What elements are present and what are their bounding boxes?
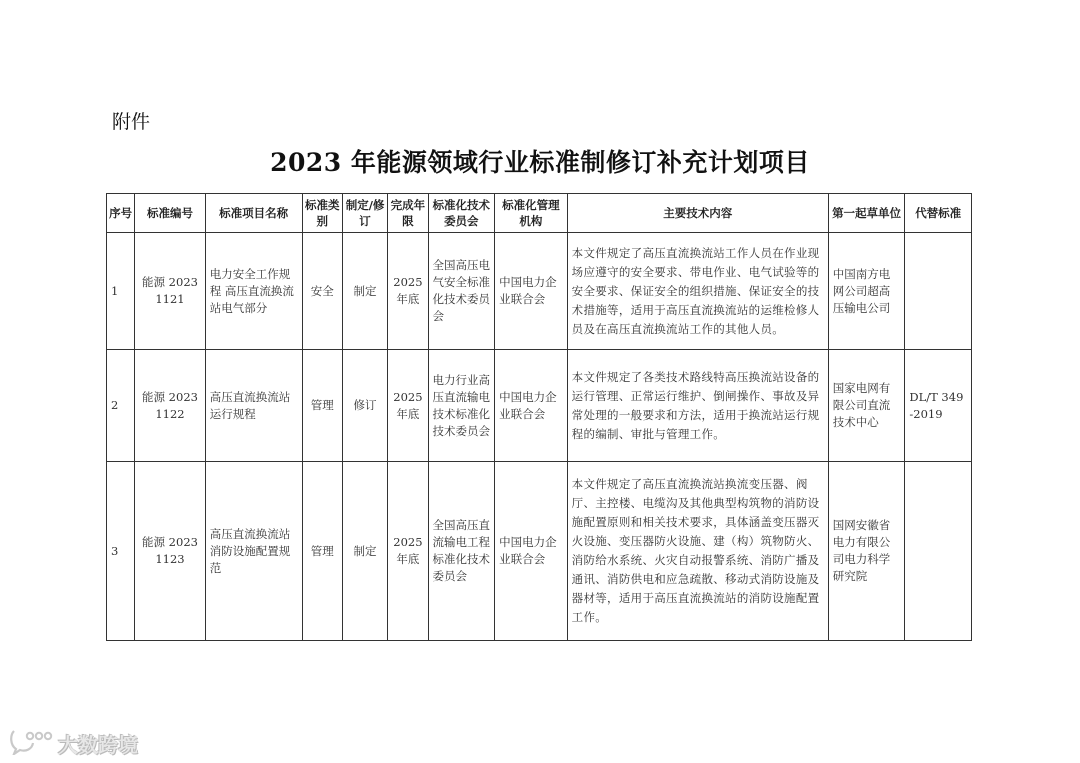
cell-category: 管理 — [302, 350, 342, 462]
watermark-text: 大数跨境 — [58, 732, 138, 757]
cell-category: 安全 — [302, 233, 342, 350]
cell-drafter: 国家电网有限公司直流技术中心 — [828, 350, 905, 462]
table-header-row — [107, 194, 972, 233]
cell-no: 1 — [107, 233, 135, 350]
header-deadline: 完成年限 — [388, 194, 428, 233]
cell-std-no: 能源 20231122 — [135, 350, 206, 462]
cell-drafter: 中国南方电网公司超高压输电公司 — [828, 233, 905, 350]
header-category: 标准类别 — [302, 194, 342, 233]
cell-agency: 中国电力企业联合会 — [495, 462, 568, 641]
watermark — [8, 728, 138, 758]
cell-type: 制定 — [342, 462, 387, 641]
header-content: 主要技术内容 — [567, 194, 828, 233]
header-name: 标准项目名称 — [205, 194, 302, 233]
cell-replaces: DL/T 349-2019 — [905, 350, 972, 462]
cell-name: 电力安全工作规程 高压直流换流站电气部分 — [205, 233, 302, 350]
cell-content: 本文件规定了各类技术路线特高压换流站设备的运行管理、正常运行维护、倒闸操作、事故及异常处理的一般要求和方法，适用于换流站运行规程的编制、审批与管理工作。 — [567, 350, 828, 462]
page-title: 2023 年能源领域行业标准制修订补充计划项目 — [270, 148, 810, 177]
cell-deadline: 2025 年底 — [388, 350, 428, 462]
cell-replaces — [905, 233, 972, 350]
cell-deadline: 2025 年底 — [388, 462, 428, 641]
header-replaces: 代替标准 — [905, 194, 972, 233]
cell-agency: 中国电力企业联合会 — [495, 350, 568, 462]
cell-std-no: 能源 20231121 — [135, 233, 206, 350]
cell-type: 修订 — [342, 350, 387, 462]
header-no: 序号 — [107, 194, 135, 233]
cell-drafter: 国网安徽省电力有限公司电力科学研究院 — [828, 462, 905, 641]
cell-content: 本文件规定了高压直流换流站换流变压器、阀厅、主控楼、电缆沟及其他典型构筑物的消防设施配置原则和相关技术要求，具体涵盖变压器灭火设施、变压器防火设施、建（构）筑物防火、消防给水系统、火灾自动报警系统、消防广播及通讯、消防供电和应急疏散、移动式消防设施及器材等，适用于高压直流换流站的消防设施配置工作。 — [567, 462, 828, 641]
table-row — [107, 462, 972, 641]
table-row — [107, 350, 972, 462]
cell-name: 高压直流换流站消防设施配置规范 — [205, 462, 302, 641]
chat-bubble-logo-icon — [8, 727, 54, 759]
cell-type: 制定 — [342, 233, 387, 350]
cell-committee: 电力行业高压直流输电技术标准化技术委员会 — [428, 350, 495, 462]
cell-content: 本文件规定了高压直流换流站工作人员在作业现场应遵守的安全要求、带电作业、电气试验等的安全要求、保证安全的组织措施、保证安全的技术措施等，适用于高压直流换流站的运维检修人员及在高压直流换流站工作的其他人员。 — [567, 233, 828, 350]
cell-std-no: 能源 20231123 — [135, 462, 206, 641]
cell-category: 管理 — [302, 462, 342, 641]
cell-no: 2 — [107, 350, 135, 462]
cell-committee: 全国高压直流输电工程标准化技术委员会 — [428, 462, 495, 641]
attachment-label: 附件 — [112, 111, 151, 133]
header-agency: 标准化管理机构 — [495, 194, 568, 233]
table-row — [107, 233, 972, 350]
cell-agency: 中国电力企业联合会 — [495, 233, 568, 350]
header-type: 制定/修订 — [342, 194, 387, 233]
cell-committee: 全国高压电气安全标准化技术委员会 — [428, 233, 495, 350]
header-drafter: 第一起草单位 — [828, 194, 905, 233]
cell-no: 3 — [107, 462, 135, 641]
cell-name: 高压直流换流站运行规程 — [205, 350, 302, 462]
header-std-no: 标准编号 — [135, 194, 206, 233]
cell-replaces — [905, 462, 972, 641]
standards-table — [106, 193, 972, 641]
header-committee: 标准化技术委员会 — [428, 194, 495, 233]
cell-deadline: 2025 年底 — [388, 233, 428, 350]
